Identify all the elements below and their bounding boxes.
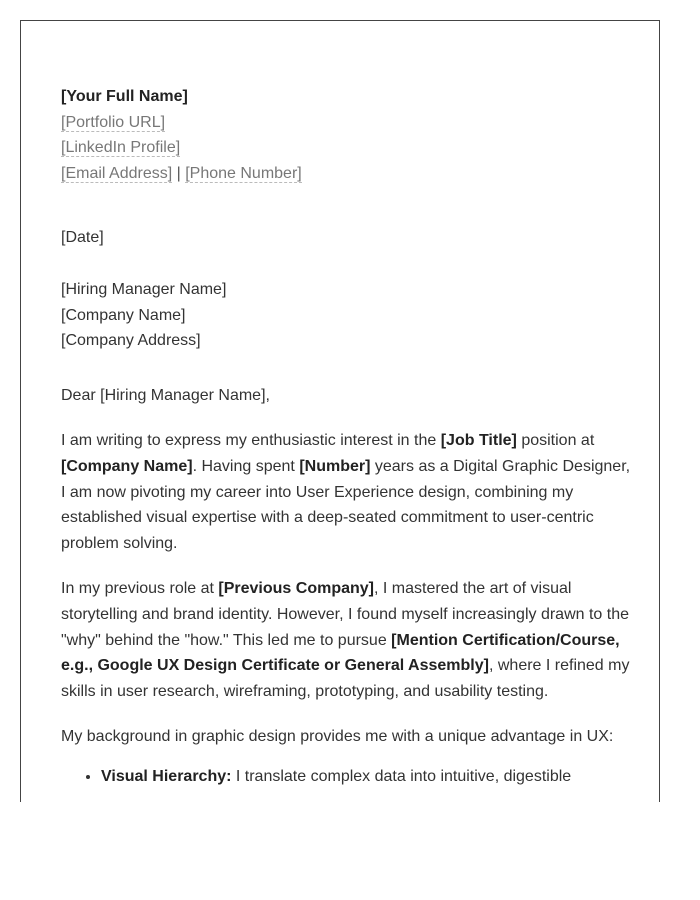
phone-link[interactable]: [Phone Number]: [185, 164, 302, 182]
portfolio-link[interactable]: [Portfolio URL]: [61, 113, 166, 131]
recipient-address: [Company Address]: [61, 332, 201, 350]
paragraph-experience: In my previous role at [Previous Company], I mastered the art of visual storytelling and brand identity. However, I found myself increasingly drawn to the "why" behind the "how." This led me to pursue [Mention Certification/Course, e.g., Google UX Design Certificate or General Assembly], where I refined my skills in user research, wireframing, prototyping, and usability testing.: [61, 580, 630, 700]
linkedin-link[interactable]: [LinkedIn Profile]: [61, 139, 181, 157]
recipient-company: [Company Name]: [61, 306, 186, 324]
contact-separator: |: [172, 164, 186, 182]
paragraph-advantage: My background in graphic design provides me with a unique advantage in UX:: [61, 728, 614, 746]
recipient-manager: [Hiring Manager Name]: [61, 280, 227, 298]
letter-date: [Date]: [61, 229, 104, 247]
certification-placeholder: [Mention Certification/Course, e.g., Google UX Design Certificate or General Assembly]: [61, 631, 620, 675]
previous-company-placeholder: [Previous Company]: [218, 580, 374, 598]
bullet-text: I translate complex data into intuitive, digestible: [231, 767, 572, 785]
full-name: [Your Full Name]: [61, 88, 188, 105]
cover-letter: [61, 84, 631, 789]
list-item: [101, 764, 631, 790]
bullet-label: Visual Hierarchy:: [101, 767, 232, 785]
document-page: [20, 20, 660, 802]
years-placeholder: [Number]: [299, 457, 371, 475]
advantage-list: [61, 764, 631, 790]
email-link[interactable]: [Email Address]: [61, 164, 173, 182]
job-title-placeholder: [Job Title]: [440, 432, 517, 450]
salutation: Dear [Hiring Manager Name],: [61, 386, 270, 404]
company-name-placeholder: [Company Name]: [61, 457, 193, 475]
paragraph-intro: I am writing to express my enthusiastic interest in the [Job Title] position at [Company Name]. Having spent [Number] years as a Digital Graphic Designer, I am now pivoting my career into User Experience design, combining my established visual expertise with a deep-seated commitment to user-centric problem solving.: [61, 432, 631, 552]
